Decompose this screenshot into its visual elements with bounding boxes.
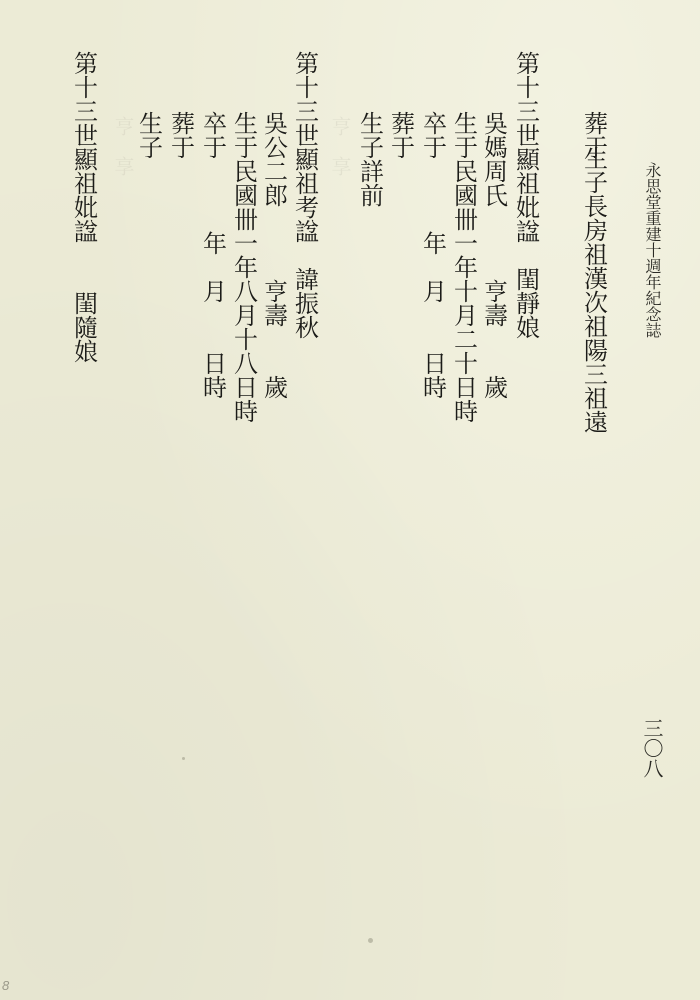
column-burial-3: 葬于	[166, 111, 195, 159]
corner-mark: 8	[2, 978, 10, 993]
column-sons-1: 生子長房祖漢次祖陽三祖遠	[579, 146, 608, 434]
column-birth-2: 生于民國卌一年八月十八日時	[229, 111, 258, 423]
running-head: 永思堂重建十週年紀念誌	[643, 162, 662, 338]
column-grandfather-name: 吳公二郎 亨壽 歲	[259, 111, 288, 399]
column-sons-2: 生子詳前	[355, 111, 384, 207]
column-grandfather-title: 第十三世顯祖考諡 諱振秋	[290, 51, 319, 339]
column-burial-1: 葬于	[579, 111, 608, 159]
column-burial-2: 葬于	[386, 111, 415, 159]
paper-speck	[182, 757, 185, 760]
show-through-middle: 亨 享	[328, 96, 352, 176]
column-grandmother-title-1: 第十三世顯祖妣諡 閨靜娘	[511, 51, 540, 339]
column-death-2: 卒于 年 月 日時	[198, 111, 227, 399]
page-number: 三〇八	[640, 718, 664, 778]
column-death-1: 卒于 年 月 日時	[418, 111, 447, 399]
paper-speck	[368, 938, 373, 943]
column-sons-3: 生子	[134, 111, 163, 159]
column-birth-1: 生于民國卌一年十月二十日時	[449, 111, 478, 423]
column-grandmother-title-2: 第十三世顯祖妣諡 閨隨娘	[69, 51, 98, 363]
show-through-left: 亨 享	[111, 96, 135, 176]
column-grandmother-name-1: 吳媽周氏 亨壽 歲	[479, 111, 508, 399]
